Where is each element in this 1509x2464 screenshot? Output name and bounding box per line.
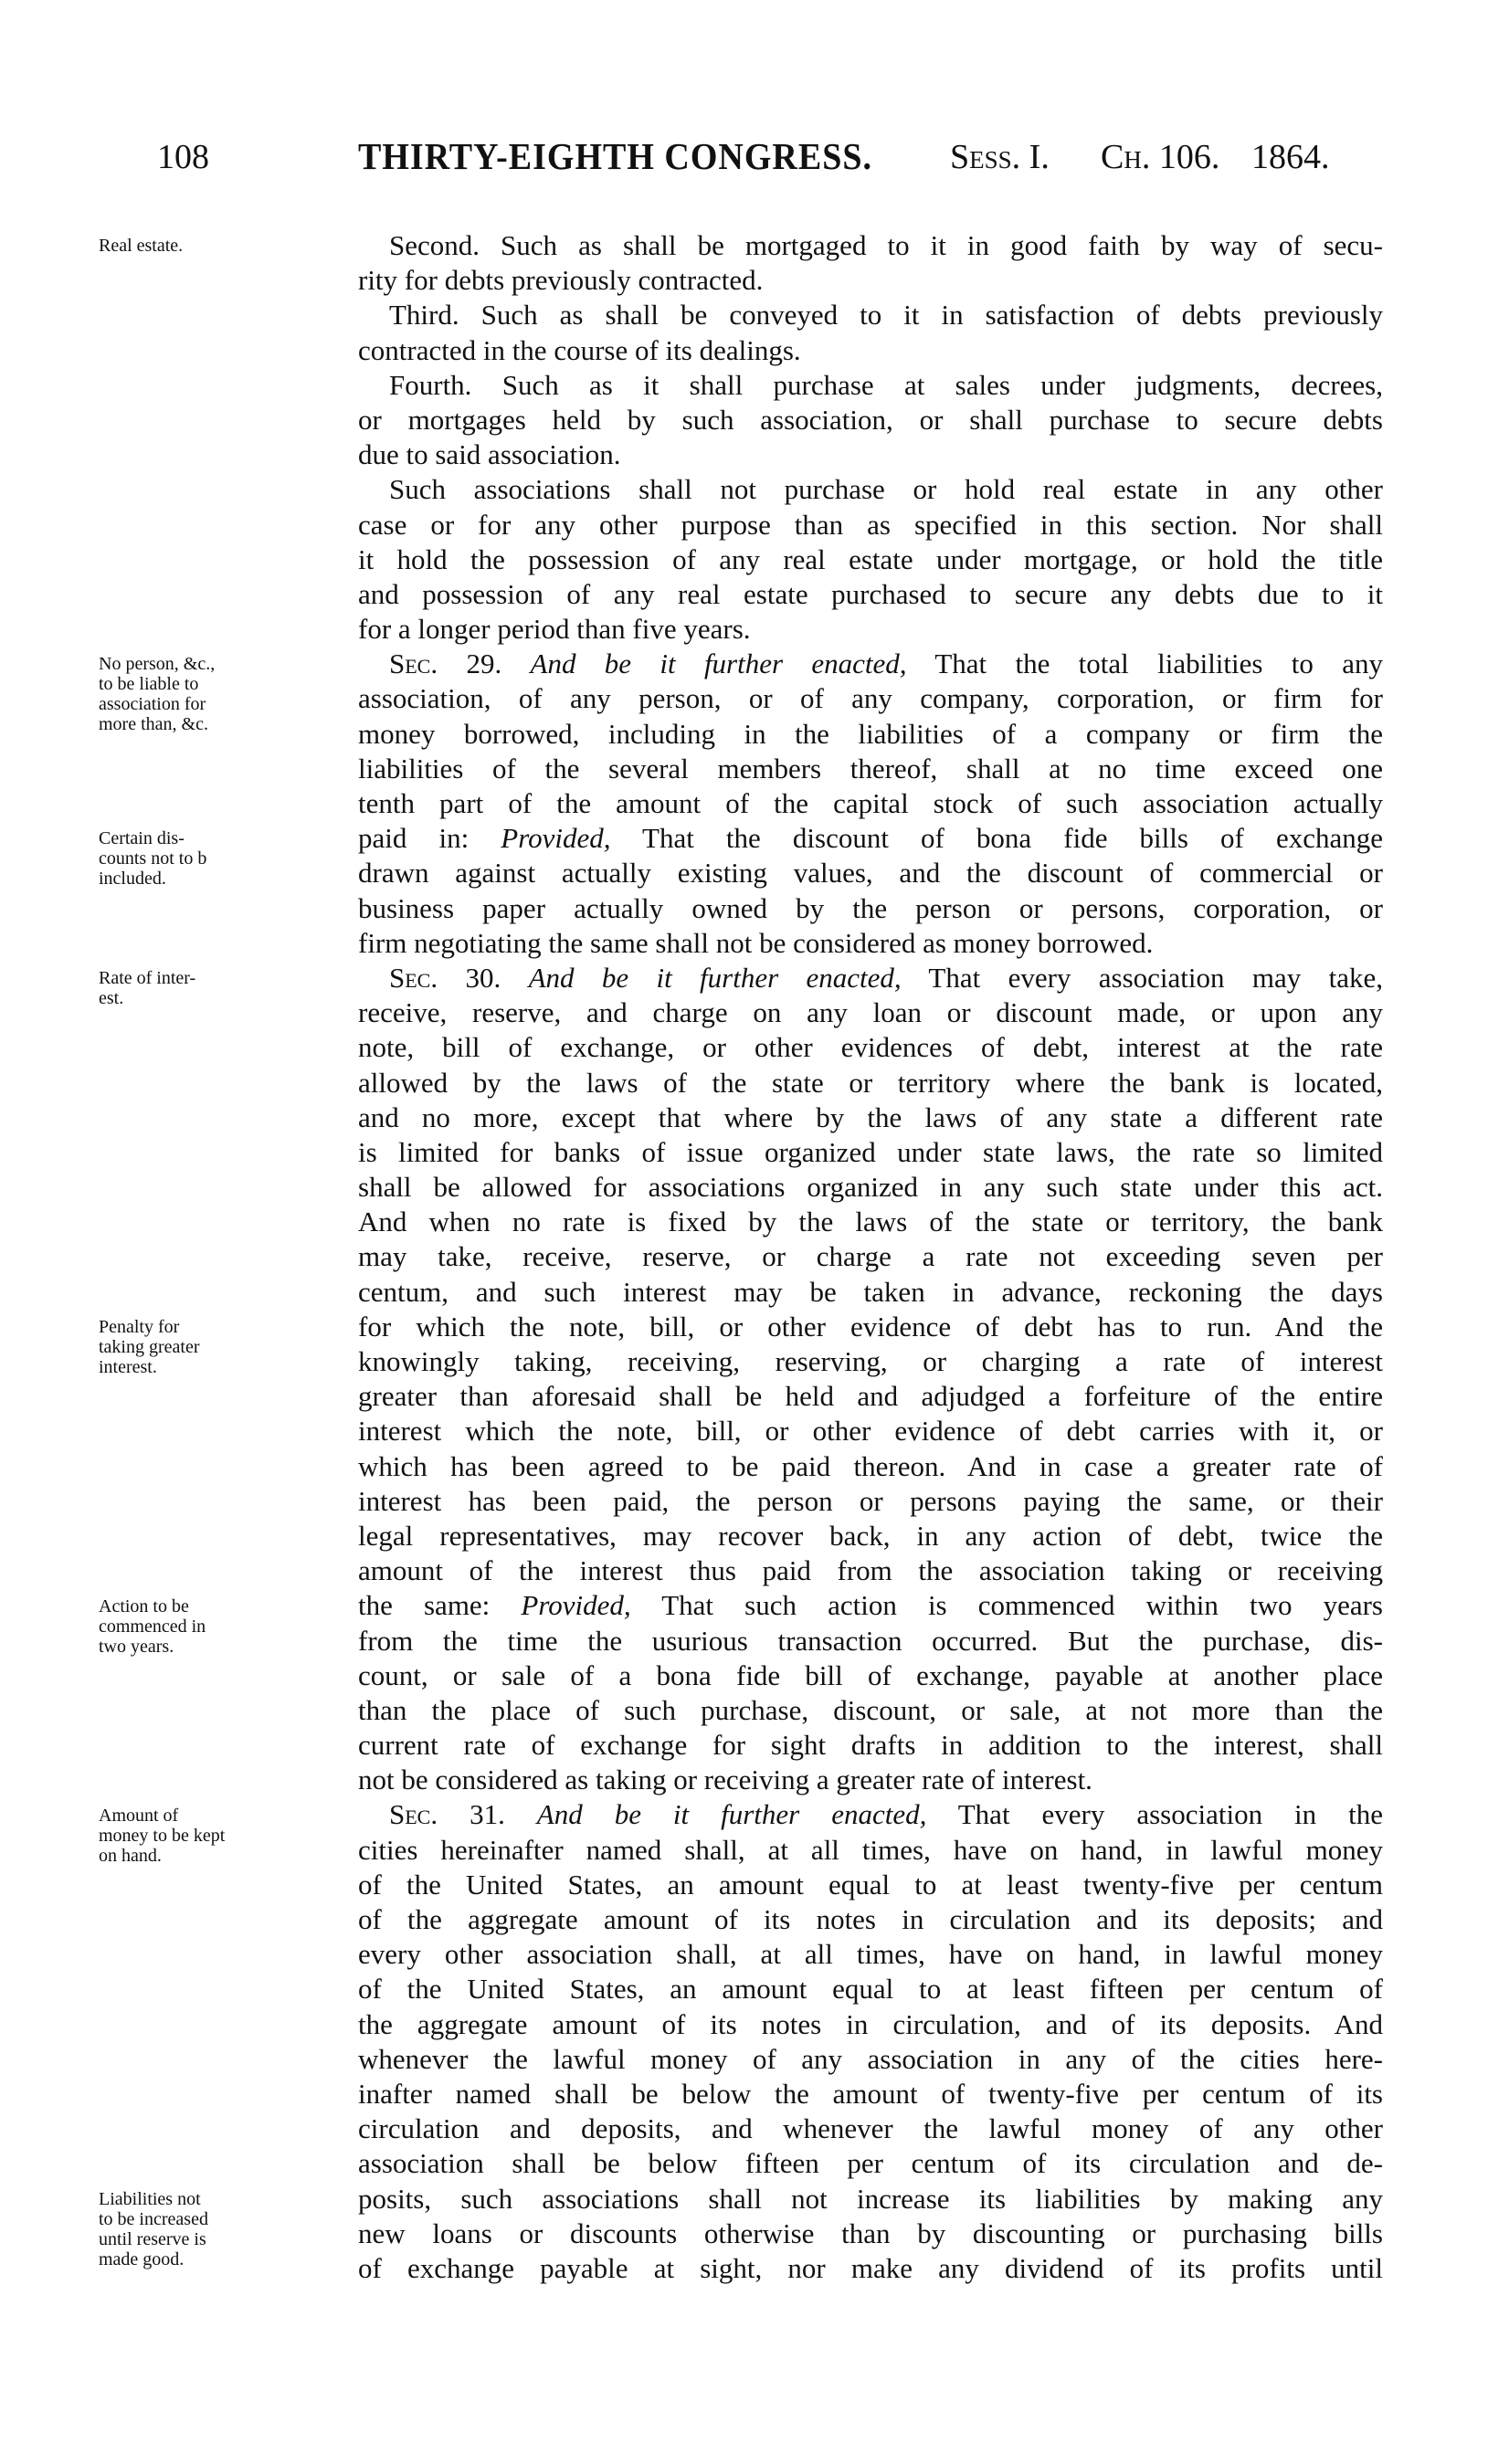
text-line xyxy=(358,717,1383,752)
margin-note xyxy=(99,1317,327,1377)
text-line xyxy=(358,1275,1383,1310)
text-segment: posits, such associations shall not increase its liabilities by making any xyxy=(358,2182,1383,2215)
text-segment: drawn against actually existing values, and the discount of commercial or xyxy=(358,857,1383,890)
text-segment: of the United States, an amount equal to at least twenty-five per centum xyxy=(358,1868,1383,1901)
text-line xyxy=(358,1484,1383,1519)
text-line xyxy=(358,1310,1383,1344)
text-line xyxy=(358,2042,1383,2077)
text-line xyxy=(358,1379,1383,1414)
text-segment: for a longer period than five years. xyxy=(358,613,751,646)
text-line xyxy=(358,1588,1383,1623)
body-text xyxy=(358,228,1383,2286)
text-segment: association shall be below fifteen per centum of its circulation and de- xyxy=(358,2147,1383,2180)
text-line xyxy=(358,1902,1383,1937)
text-line xyxy=(358,1868,1383,1902)
text-segment: That every association may take, xyxy=(901,961,1383,994)
text-segment: and possession of any real estate purchased to secure any debts due to it xyxy=(358,577,1383,610)
margin-note-line: on hand. xyxy=(99,1846,162,1866)
margin-note-line: money to be kept xyxy=(99,1826,226,1846)
text-segment: That the total liabilities to any xyxy=(906,648,1384,680)
margin-note-line: two years. xyxy=(99,1636,174,1657)
text-line xyxy=(358,612,1383,647)
text-line xyxy=(358,1170,1383,1205)
text-segment: interest has been paid, the person or persons paying the same, or their xyxy=(358,1484,1383,1517)
text-line xyxy=(358,2217,1383,2251)
text-line xyxy=(358,403,1383,437)
text-segment: not be considered as taking or receiving a greater rate of interest. xyxy=(358,1764,1092,1796)
margin-note-line: counts not to b xyxy=(99,848,207,869)
text-line xyxy=(358,1205,1383,1239)
text-segment: centum, and such interest may be taken in advance, reckoning the days xyxy=(358,1275,1383,1308)
margin-note xyxy=(99,1596,327,1657)
text-segment: allowed by the laws of the state or territory where the bank is located, xyxy=(358,1066,1383,1099)
text-segment: liabilities of the several members thereof, shall at no time exceed one xyxy=(358,752,1383,784)
text-segment: every other association shall, at all times, have on hand, in lawful money xyxy=(358,1938,1383,1971)
margin-note-line: Rate of inter- xyxy=(99,968,196,989)
text-line xyxy=(358,681,1383,716)
text-line xyxy=(358,786,1383,821)
text-segment: That the discount of bona fide bills of exchange xyxy=(610,822,1383,855)
text-segment: greater than aforesaid shall be held and adjudged a forfeiture of the entire xyxy=(358,1380,1383,1413)
text-segment: That such action is commenced within two years xyxy=(630,1589,1383,1622)
text-line xyxy=(358,2146,1383,2181)
text-line xyxy=(358,1763,1383,1797)
text-line xyxy=(358,577,1383,612)
text-line xyxy=(358,1519,1383,1553)
margin-note xyxy=(99,1806,327,1866)
text-line xyxy=(358,1728,1383,1763)
header-session: Sess. I. xyxy=(950,138,1050,176)
text-line xyxy=(358,821,1383,856)
text-segment: 29. xyxy=(438,648,531,680)
margin-note-line: association for xyxy=(99,694,206,715)
text-segment: legal representatives, may recover back, in any action of debt, twice the xyxy=(358,1519,1383,1552)
header-chapter: Ch. 106. xyxy=(1101,138,1220,176)
italic-phrase: Provided, xyxy=(521,1589,631,1622)
text-segment: note, bill of exchange, or other evidences of debt, interest at the rate xyxy=(358,1031,1383,1064)
text-segment: And when no rate is fixed by the laws of the state or territory, the bank xyxy=(358,1206,1383,1238)
text-segment: of exchange payable at sight, nor make any dividend of its profits until xyxy=(358,2251,1383,2284)
text-segment: of the United States, an amount equal to at least fifteen per centum of xyxy=(358,1973,1383,2006)
margin-note xyxy=(99,968,327,1008)
text-segment: for which the note, bill, or other evidence of debt has to run. And the xyxy=(358,1310,1383,1343)
margin-note xyxy=(99,654,327,734)
margin-note-line: until reserve is xyxy=(99,2229,206,2250)
text-segment: 31. xyxy=(438,1798,537,1831)
text-segment: association, of any person, or of any company, corporation, or firm for xyxy=(358,682,1383,715)
text-line xyxy=(358,1239,1383,1274)
italic-phrase: And be it further enacted, xyxy=(528,961,902,994)
section-label: Sec. xyxy=(389,961,438,994)
text-segment: receive, reserve, and charge on any loan or discount made, or upon any xyxy=(358,996,1383,1029)
text-segment: shall be allowed for associations organized in any such state under this act. xyxy=(358,1171,1383,1204)
text-segment: inafter named shall be below the amount of twenty-five per centum of its xyxy=(358,2077,1383,2110)
text-line xyxy=(358,228,1383,263)
margin-note xyxy=(99,236,327,256)
text-segment: 30. xyxy=(438,961,529,994)
text-line xyxy=(358,542,1383,577)
text-segment: and no more, except that where by the laws of any state a different rate xyxy=(358,1100,1383,1133)
text-line xyxy=(358,1135,1383,1170)
page-number: 108 xyxy=(157,138,209,176)
text-line xyxy=(358,1937,1383,1972)
text-line xyxy=(358,508,1383,542)
text-line xyxy=(358,437,1383,472)
text-segment: paid in: xyxy=(358,822,501,855)
text-segment: the same: xyxy=(358,1589,522,1622)
text-line xyxy=(358,856,1383,890)
text-segment: contracted in the course of its dealings. xyxy=(358,333,801,366)
text-segment: count, or sale of a bona fide bill of exchange, payable at another place xyxy=(358,1658,1383,1691)
text-line xyxy=(358,333,1383,368)
text-segment: Such associations shall not purchase or hold real estate in any other xyxy=(389,473,1383,506)
margin-note-line: Liabilities not xyxy=(99,2189,201,2210)
text-segment: business paper actually owned by the person or persons, corporation, or xyxy=(358,891,1383,924)
margin-note-line: included. xyxy=(99,869,166,890)
text-segment: than the place of such purchase, discount, or sale, at not more than the xyxy=(358,1693,1383,1726)
text-line xyxy=(358,1624,1383,1658)
text-line xyxy=(358,1449,1383,1484)
text-segment: the aggregate amount of its notes in circulation, and of its deposits. And xyxy=(358,2007,1383,2040)
text-line xyxy=(358,2007,1383,2042)
margin-note-line: to be increased xyxy=(99,2209,208,2230)
text-segment: which has been agreed to be paid thereon. And in case a greater rate of xyxy=(358,1449,1383,1482)
margin-note-line: Amount of xyxy=(99,1806,179,1826)
margin-note-line: est. xyxy=(99,988,124,1009)
text-segment: due to said association. xyxy=(358,438,621,471)
text-line xyxy=(358,1414,1383,1448)
text-segment: Fourth. Such as it shall purchase at sales under judgments, decrees, xyxy=(389,368,1383,401)
text-segment: amount of the interest thus paid from the association taking or receiving xyxy=(358,1554,1383,1587)
text-segment: may take, receive, reserve, or charge a rate not exceeding seven per xyxy=(358,1240,1383,1273)
header-year: 1864. xyxy=(1251,138,1330,176)
margin-note xyxy=(99,2189,327,2269)
text-segment: tenth part of the amount of the capital stock of such association actually xyxy=(358,787,1383,819)
text-line xyxy=(358,926,1383,961)
text-line xyxy=(358,891,1383,926)
margin-note-line: interest. xyxy=(99,1357,157,1378)
text-line xyxy=(358,1344,1383,1379)
text-line xyxy=(358,961,1383,995)
text-line xyxy=(358,1797,1383,1832)
text-segment: is limited for banks of issue organized under state laws, the rate so limited xyxy=(358,1135,1383,1168)
text-segment: firm negotiating the same shall not be considered as money borrowed. xyxy=(358,926,1154,959)
text-line xyxy=(358,1972,1383,2006)
text-segment: case or for any other purpose than as specified in this section. Nor shall xyxy=(358,508,1383,541)
text-line xyxy=(358,995,1383,1030)
italic-phrase: And be it further enacted, xyxy=(536,1798,927,1831)
margin-note-line: made good. xyxy=(99,2249,185,2270)
text-segment: interest which the note, bill, or other evidence of debt carries with it, or xyxy=(358,1415,1383,1448)
header-title: THIRTY-EIGHTH CONGRESS. xyxy=(358,136,872,178)
text-line xyxy=(358,2251,1383,2286)
text-segment: money borrowed, including in the liabilities of a company or firm the xyxy=(358,717,1383,750)
text-line xyxy=(358,2182,1383,2217)
text-line xyxy=(358,298,1383,332)
text-line xyxy=(358,472,1383,507)
text-segment: Second. Such as shall be mortgaged to it in good faith by way of secu- xyxy=(389,229,1383,261)
text-segment: knowingly taking, receiving, reserving, or charging a rate of interest xyxy=(358,1345,1383,1377)
text-segment: of the aggregate amount of its notes in circulation and its deposits; and xyxy=(358,1903,1383,1935)
text-line xyxy=(358,1030,1383,1065)
text-segment: cities hereinafter named shall, at all times, have on hand, in lawful money xyxy=(358,1833,1383,1866)
margin-note-line: Real estate. xyxy=(99,236,184,256)
text-segment: it hold the possession of any real estate under mortgage, or hold the title xyxy=(358,542,1383,575)
margin-note-line: Action to be xyxy=(99,1595,189,1616)
text-line xyxy=(358,1100,1383,1135)
text-line xyxy=(358,1693,1383,1728)
text-segment: circulation and deposits, and whenever the lawful money of any other xyxy=(358,2112,1383,2145)
text-line xyxy=(358,1833,1383,1868)
text-segment: current rate of exchange for sight drafts in addition to the interest, shall xyxy=(358,1729,1383,1762)
text-line xyxy=(358,1658,1383,1693)
text-line xyxy=(358,2111,1383,2146)
italic-phrase: Provided, xyxy=(501,822,611,855)
text-line xyxy=(358,2077,1383,2111)
text-segment: new loans or discounts otherwise than by discounting or purchasing bills xyxy=(358,2217,1383,2249)
text-line xyxy=(358,263,1383,298)
margin-note xyxy=(99,828,327,889)
text-segment: whenever the lawful money of any association in any of the cities here- xyxy=(358,2042,1383,2075)
section-label: Sec. xyxy=(389,1798,438,1831)
margin-note-line: Certain dis- xyxy=(99,828,185,849)
text-segment: or mortgages held by such association, or shall purchase to secure debts xyxy=(358,403,1383,436)
margin-note-line: No person, &c., xyxy=(99,654,216,675)
text-line xyxy=(358,1553,1383,1588)
text-segment: Third. Such as shall be conveyed to it in satisfaction of debts previously xyxy=(389,299,1383,332)
text-line xyxy=(358,647,1383,681)
text-line xyxy=(358,1066,1383,1100)
text-segment: from the time the usurious transaction occurred. But the purchase, dis- xyxy=(358,1624,1383,1657)
margin-note-line: taking greater xyxy=(99,1337,200,1358)
margin-note-line: commenced in xyxy=(99,1616,206,1637)
section-label: Sec. xyxy=(389,648,438,680)
italic-phrase: And be it further enacted, xyxy=(530,648,907,680)
text-segment: rity for debts previously contracted. xyxy=(358,264,764,297)
text-segment: That every association in the xyxy=(926,1798,1383,1831)
text-line xyxy=(358,752,1383,786)
margin-note-line: to be liable to xyxy=(99,674,199,695)
text-line xyxy=(358,368,1383,403)
margin-note-line: Penalty for xyxy=(99,1317,180,1338)
margin-note-line: more than, &c. xyxy=(99,714,208,735)
